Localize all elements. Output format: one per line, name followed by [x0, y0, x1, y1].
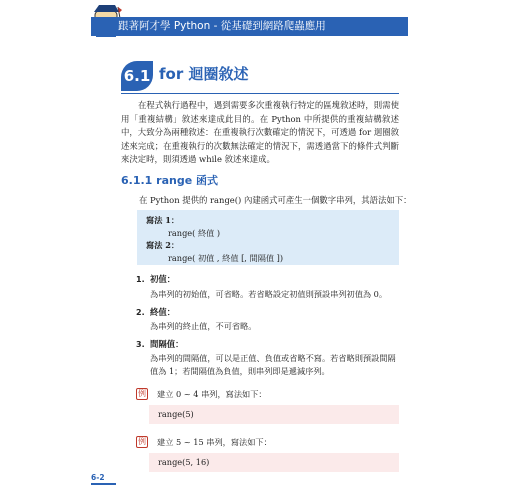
subsection-title: 6.1.1 range 函式 — [121, 174, 218, 187]
header-title: 跟著阿才學 Python - 從基礎到網路爬蟲應用 — [118, 20, 326, 32]
syntax-code-1: range( 終值 ) — [168, 227, 221, 238]
example-text: 建立 5 ~ 15 串列，寫法如下： — [157, 437, 272, 447]
example-code: range(5, 16) — [149, 453, 399, 472]
subsection-intro: 在 Python 提供的 range() 內建函式可產生一個數字串列，其語法如下： — [139, 195, 412, 205]
param-item — [136, 306, 175, 319]
example-text: 建立 0 ~ 4 串列，寫法如下： — [157, 389, 267, 399]
section-number-badge: 6.1 — [121, 61, 153, 91]
item-number: 2. — [136, 308, 145, 317]
example-icon: 例 — [138, 437, 146, 446]
item-name: 間隔值： — [150, 339, 184, 349]
section-divider — [121, 93, 399, 94]
param-item — [136, 338, 184, 351]
syntax-code-2: range( 初值 , 終值 [, 間隔值 ]) — [168, 252, 284, 263]
item-number: 3. — [136, 340, 145, 349]
item-number: 1. — [136, 275, 145, 284]
item-name: 初值： — [150, 274, 176, 284]
item-description: 為串列的初始值，可省略。若省略設定初值則預設串列初值為 0。 — [150, 289, 388, 299]
section-title: for 迴圈敘述 — [159, 65, 249, 83]
param-item — [136, 273, 175, 286]
item-name: 終值： — [150, 307, 176, 317]
header-bar — [91, 17, 408, 36]
syntax-box — [137, 210, 399, 265]
example-code: range(5) — [149, 405, 399, 424]
footer-rule — [91, 483, 116, 485]
syntax-label-1: 寫法 1： — [146, 215, 180, 225]
page-number: 6-2 — [91, 473, 105, 482]
intro-paragraph: 在程式執行過程中，遇到需要多次重複執行特定的區塊敘述時，則需使用「重複結構」敘述來達成此目的。在 Python 中所提供的重複結構敘述中，大致分為兩種敘述：在重複執行次數確定的情況下，可透過 for 迴圈敘述來完成；在重複執行的次數無法確定的情況下，需透過當下的條件式判斷來決定時，則須透過 while 敘述來達成。 — [121, 100, 399, 165]
syntax-label-2: 寫法 2： — [146, 240, 180, 251]
example-icon: 例 — [138, 389, 146, 398]
item-description: 為串列的間隔值，可以是正值、負值或省略不寫。若省略則預設間隔值為 1；若間隔值為負值，則串列即是遞減序列。 — [150, 353, 396, 376]
item-description: 為串列的終止值，不可省略。 — [150, 321, 257, 331]
